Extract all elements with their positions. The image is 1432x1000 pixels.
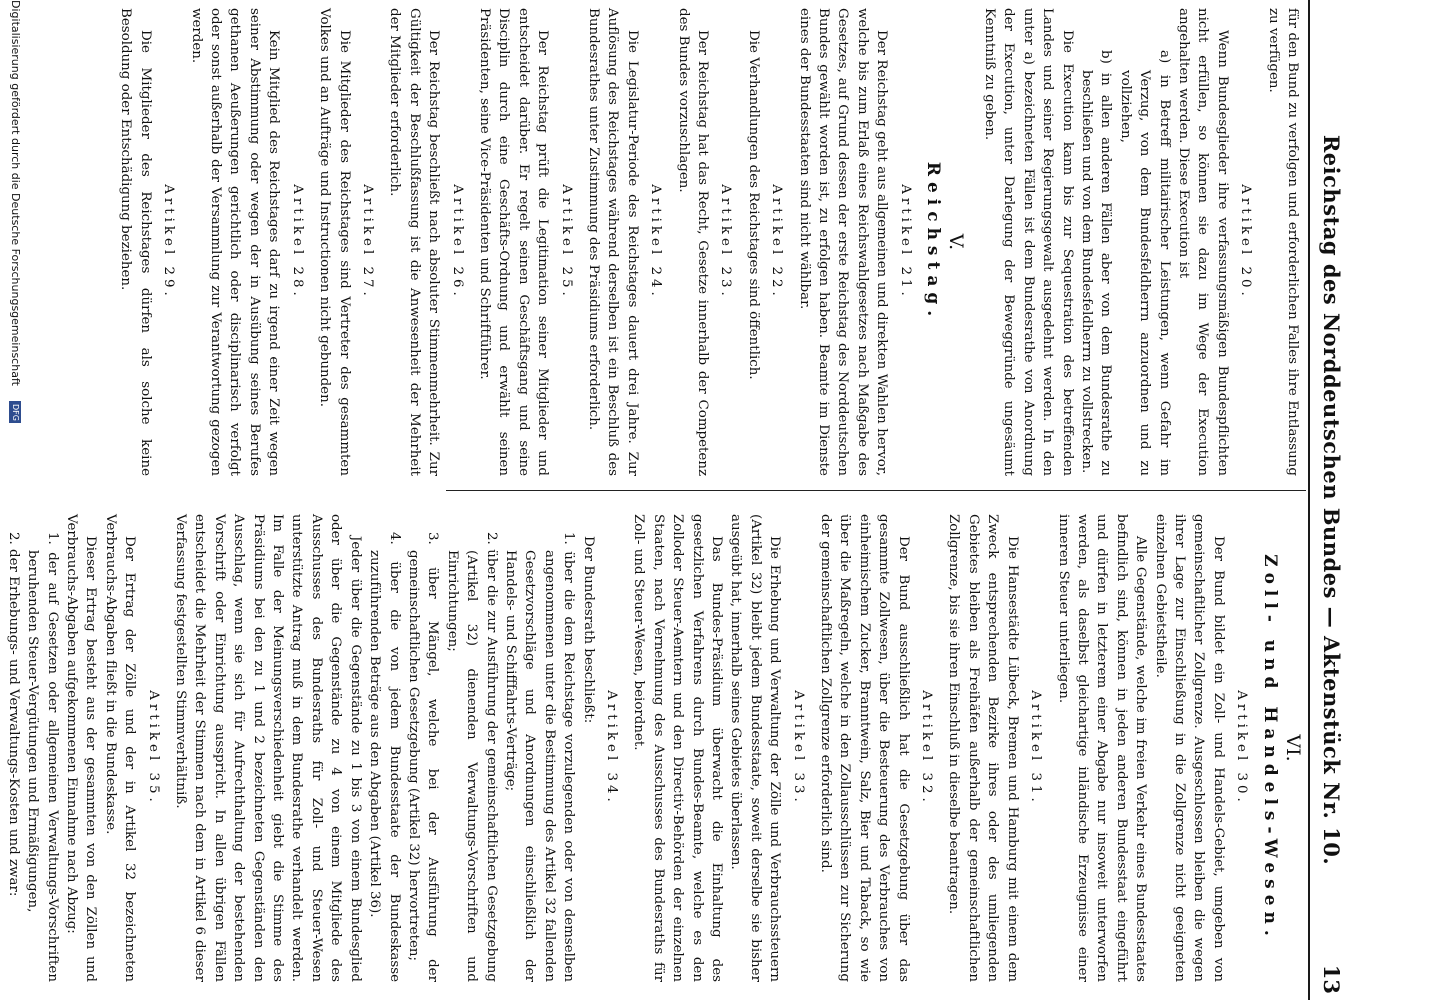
paragraph: Der Reichstag hat das Recht, Gesetze innerhalb der Competenz des Bundes vorzuschlagen. — [675, 8, 711, 476]
article-heading: Artikel 29. — [161, 184, 177, 300]
list-item: b) in allen anderen Fällen aber von dem Bundesrathe zu beschließen und von dem Bundesfeldherrn zu vollstrecken. — [1078, 50, 1114, 476]
paragraph: Der Reichstag beschließt nach absoluter Stimmenmehrheit. Zur Gültigkeit der Beschlußfassung ist die Anwesenheit der Mehrheit der Mitglieder erforderlich. — [387, 8, 442, 476]
list-item: 3. über Mängel, welche bei der Ausführung der gemeinschaftlichen Gesetzgebung (Artikel 32) hervortreten; — [405, 532, 441, 982]
paragraph: Der Bund bildet ein Zoll- und Handels-Gebiet, umgeben von gemeinschaftlicher Zollgrenze. Ausgeschlossen bleiben die wegen ihrer Lage zur Einschließung in die Zollgrenze nicht geeigneten einzelnen Gebietstheile. — [1152, 514, 1226, 982]
paragraph: Der Ertrag der Zölle und der in Artikel 32 bezeichneten Verbrauchs-Abgaben fließt in die Bundeskasse. — [102, 514, 138, 982]
paragraph: Der Bundesrath beschließt: — [580, 536, 596, 724]
running-title: Reichstag des Norddeutschen Bundes — Aktenstück Nr. 10. — [1319, 134, 1344, 866]
paragraph: Die Mitglieder des Reichstages dürfen als solche keine Besoldung oder Entschädigung beziehen. — [118, 8, 153, 476]
article-heading: Artikel 21. — [897, 184, 913, 300]
list-item — [0, 514, 3, 982]
paragraph: Die Verhandlungen des Reichstages sind öffentlich. — [745, 30, 761, 380]
document-page — [2, 0, 1362, 1000]
section-number: VI. — [1282, 734, 1304, 762]
article-heading: Artikel 33. — [790, 690, 806, 806]
paragraph: Die Erhebung und Verwaltung der Zölle und Verbrauchssteuern (Artikel 32) bleibt jedem Bundesstaate, soweit derselbe sie bisher ausgeübt hat, innerhalb seines Gebietes überlassen. — [728, 514, 783, 982]
paragraph: Kein Mitglied des Reichstages darf zu irgend einer Zeit wegen seiner Abstimmung oder wegen der in Ausübung seines Berufes gethanen Aeußerungen gerichtlich oder disciplinarisch verfolgt oder sonst außerhalb der Versammlung zur Verantwortung gezogen werden. — [188, 8, 282, 476]
paragraph: Die Legislatur-Periode des Reichstages dauert drei Jahre. Zur Auflösung des Reichstages während derselben ist ein Beschluß des Bundesrathes unter Zustimmung des Präsidiums erforderlich. — [586, 8, 640, 476]
article-heading: Artikel 25. — [558, 184, 574, 300]
article-heading: Artikel 30. — [1234, 690, 1250, 806]
article-heading: Artikel 31. — [1028, 690, 1044, 806]
column-divider — [446, 490, 1306, 491]
digitization-footer — [8, 0, 22, 1000]
paragraph: Der Reichstag geht aus allgemeinen und direkten Wahlen hervor, welche bis zum Erlaß eines Reichswahlgesetzes nach Maßgabe des Gesetzes, auf Grund dessen der erste Reichstag des Norddeutschen Bundes gewählt worden ist, zu erfolgen haben. Beamte im Dienste eines der Bundesstaaten sind nicht wählbar. — [796, 8, 890, 476]
article-heading: Artikel 26. — [449, 184, 465, 300]
page-number: 13 — [1319, 964, 1344, 994]
paragraph: Die Execution kann bis zur Sequestration des betreffenden Landes und seiner Regierungsgewalt ausgedehnt werden. In den unter a) bezeichneten Fällen ist dem Bundesrathe von Anordnung der Execution, unter Darlegung der Beweggründe ungesäumt Kenntniß zu geben. — [981, 8, 1075, 476]
article-heading: Artikel 24. — [648, 184, 664, 300]
article-heading: Artikel 28. — [289, 184, 305, 300]
list-item: a) in Betreff militairischer Leistungen, wenn Gefahr im Verzug, von dem Bundesfeldherrn anzuordnen und zu vollziehen, — [1117, 50, 1172, 476]
article-heading: Artikel 23. — [718, 184, 734, 300]
paragraph: für den Bund zu verfolgen und erforderlichen Falles ihre Entlassung zu verfügen. — [1265, 8, 1300, 476]
dfg-logo-icon: DFG — [9, 401, 21, 423]
paragraph: Das Bundes-Präsidium überwacht die Einhaltung des gesetzlichen Verfahrens durch Bundes-Beamte, welche es den Zolloder Steuer-Aemtern und den Directiv-Behörden der einzelnen Staaten, nach Vernehmung des Ausschusses des Bundesraths für Zoll- und Steuer-Wesen, beiordnet. — [631, 514, 725, 982]
article-heading: Artikel 22. — [769, 184, 785, 300]
paragraph: Die Mitglieder des Reichstages sind Vertreter des gesammten Volkes und an Aufträge und Instructionen nicht gebunden. — [317, 8, 352, 476]
paragraph: Der Bund ausschließlich hat die Gesetzgebung über das gesammte Zollwesen, über die Besteuerung des Verbrauches von einheimischem Zucker, Branntwein, Salz, Bier und Taback, so wie über die Maßregeln, welche in den Zollausschlüssen zur Sicherung der gemeinschaftlichen Zollgrenze erforderlich sind. — [818, 514, 911, 982]
right-column — [0, 514, 1302, 982]
article-heading: Artikel 27. — [359, 184, 375, 300]
paragraph: Jeder über die Gegenstände zu 1 bis 3 von einem Bundesglied oder über die Gegenstände zu 4 von einem Mitgliede des Ausschusses des Bundesraths für Zoll- und Steuer-Wesen unterstützte Antrag muß in dem Bundesrathe verhandelt werden. Im Falle der Meinungsverschiedenheit giebt die Stimme des Präsidiums bei den zu 1 und 2 bezeichneten Gegenständen den Ausschlag, wenn sie sich für Aufrechthaltung der bestehenden Vorschrift oder Einrichtung ausspricht. In allen übrigen Fällen entscheidet die Mehrheit der Stimmen nach dem in Artikel 6 dieser Verfassung festgestellten Stimmverhältniß. — [173, 514, 363, 982]
list-item: 1. der auf Gesetzen oder allgemeinen Verwaltungs-Vorschriften beruhenden Steuer-Vergütungen und Ermäßigungen, — [25, 532, 60, 982]
section-title: Zoll- und Handels-Wesen. — [1259, 554, 1280, 942]
left-column — [116, 8, 1302, 476]
section-number: V. — [945, 233, 968, 251]
paragraph: Dieser Ertrag besteht aus der gesammten von den Zöllen und Verbrauchs-Abgaben aufgekommenen Einnahme nach Abzug: — [64, 514, 99, 982]
article-heading: Artikel 34. — [604, 690, 619, 806]
article-heading: Artikel 35. — [145, 690, 161, 806]
paragraph: Wenn Bundesglieder ihre verfassungsmäßigen Bundespflichten nicht erfüllen, so können sie dazu im Wege der Execution angehalten werden. Diese Execution ist — [1175, 8, 1230, 476]
section-title: Reichstag. — [923, 161, 944, 323]
list-item: 4. über die von jedem Bundesstaate der Bundeskasse zuzuführenden Beträge aus den Abgaben (Artikel 36). — [367, 532, 402, 982]
list-item: 1. über die dem Reichstage vorzulegenden oder von demselben angenommenen unter die Bestimmung des Artikel 32 fallenden Gesetzvorschläge und Anordnungen einschließlich der Handels- und Schifffahrts-Verträge; — [502, 532, 577, 982]
article-heading: Artikel 32. — [919, 690, 935, 806]
paragraph: Die Hansestädte Lübeck, Bremen und Hamburg mit einem dem Zweck entsprechenden Bezirke ihres oder des umliegenden Gebietes bleiben als Freihäfen außerhalb der gemeinschaftlichen Zollgrenze, bis sie ihren Einschluß in dieselbe beantragen. — [946, 514, 1020, 982]
page-header — [1308, 0, 1362, 1000]
paragraph: Alle Gegenstände, welche im freien Verkehr eines Bundesstaates befindlich sind, können in jeden anderen Bundesstaat eingeführt und dürfen in letzterem einer Abgabe nur insoweit unterworfen werden, als daselbst gleichartige inländische Erzeugnisse einer inneren Steuer unterliegen. — [1055, 514, 1149, 982]
digitization-note: Digitalisierung gefördert durch die Deutsche Forschungsgemeinschaft — [9, 0, 22, 386]
list-item: 2. der Erhebungs- und Verwaltungs-Kosten und zwar: — [5, 532, 21, 897]
paragraph: Der Reichstag prüft die Legitimation seiner Mitglieder und entscheidet darüber. Er regelt seinen Geschäftsgang und seine Disciplin durch eine Geschäfts-Ordnung und erwählt seinen Präsidenten, seine Vice-Präsidenten und Schriftführer. — [476, 8, 551, 476]
list-item: 2. über die zur Ausführung der gemeinschaftlichen Gesetzgebung (Artikel 32) dienenden Verwaltungs-Vorschriften und Einrichtungen; — [444, 532, 499, 982]
article-heading: Artikel 20. — [1238, 184, 1254, 300]
